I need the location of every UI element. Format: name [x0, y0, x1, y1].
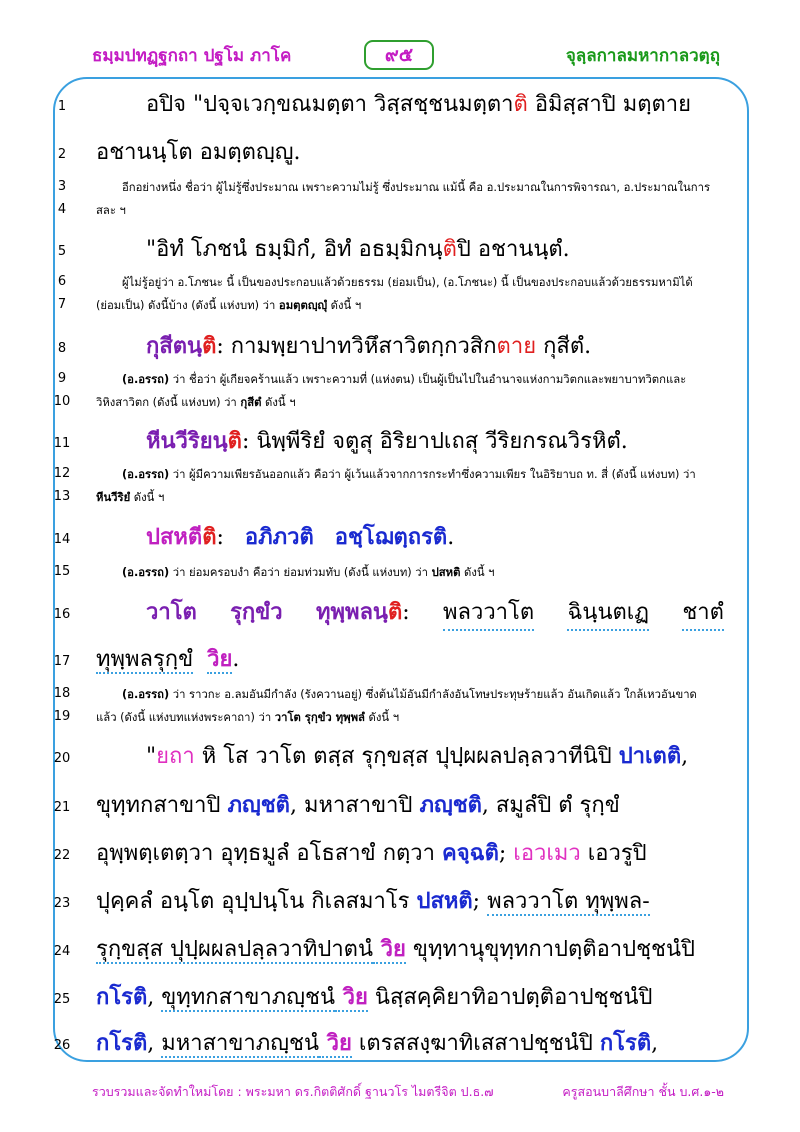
line-text: (อ.อรรถ) ว่า ราวกะ อ.ลมอันมีกำลัง (รังควานอยู่) ซึ่งต้นไม้อันมีกำลังอันโทษประทุษร้ายแล้ว อันเกิดแล้ว ใกล้เหวอันขาด	[122, 688, 697, 701]
line-number: 16	[53, 607, 71, 622]
line-number: 7	[57, 297, 67, 312]
line-text: "ยถา หิ โส วาโต ตสฺส รุกฺขสฺส ปุปฺผผลปลฺลวาทีนิปิ ปาเตติ,	[146, 743, 689, 769]
line-number: 25	[53, 992, 71, 1007]
line-text: อีกอย่างหนึ่ง ชื่อว่า ผู้ไม่รู้ซึ่งประมาณ เพราะความไม่รู้ ซึ่งประมาณ แม้นี้ คือ อ.ประมาณในการพิจารณา, อ.ประมาณในการ	[122, 181, 711, 194]
line-text: (ย่อมเป็น) ดังนี้บ้าง (ดังนี้ แห่งบท) ว่า อมตฺตญฺญุํ ดังนี้ ฯ	[96, 299, 362, 312]
line-text: อปิจ "ปจฺจเวกฺขณมตฺตา วิสฺสชฺชนมตฺตาติ อิมิสฺสาปิ มตฺตาย	[146, 92, 692, 117]
line-number: 5	[57, 244, 67, 259]
line-number: 15	[53, 564, 71, 579]
line-text: ทุพฺพลรุกฺขํ วิย.	[96, 646, 240, 672]
line-number: 4	[57, 202, 67, 217]
text-line	[0, 735, 800, 775]
text-line	[0, 516, 800, 556]
text-line	[0, 83, 800, 123]
header-story-title: จุลฺลกาลมหากาลวตฺถุ	[565, 46, 720, 66]
line-text: (อ.อรรถ) ว่า ย่อมครอบงำ คือว่า ย่อมท่วมทับ (ดังนี้ แห่งบท) ว่า ปสหติ ดังนี้ ฯ	[122, 566, 495, 579]
line-text: หีนวีริยนฺติ: นิพฺพีริยํ จตูสุ อิริยาปเถสุ วีริยกรณวิรหิตํ.	[146, 428, 628, 454]
line-text: (อ.อรรถ) ว่า ชื่อว่า ผู้เกียจคร้านแล้ว เพราะความที่ (แห่งตน) เป็นผู้เป็นไปในอำนาจแห่งกามวิตกและพยาบาทวิตกและ	[122, 373, 687, 386]
line-text: (อ.อรรถ) ว่า ผู้มีความเพียรอันออกแล้ว คือว่า ผู้เว้นแล้วจากการกระทำซึ่งความเพียร ในอิริยาบถ ท. สี่ (ดังนี้ แห่งบท) ว่า	[122, 468, 696, 481]
line-number: 14	[53, 532, 71, 547]
line-number: 13	[53, 489, 71, 504]
line-number: 20	[53, 751, 71, 766]
line-text: สละ ฯ	[96, 204, 126, 217]
text-line	[0, 638, 800, 678]
line-number: 22	[53, 848, 71, 863]
header-book-title: ธมฺมปทฏฺฐกถา ปฐโม ภาโค	[92, 46, 292, 66]
line-number: 12	[53, 466, 71, 481]
page-footer	[92, 1082, 724, 1102]
line-number: 24	[53, 944, 71, 959]
line-number: 10	[53, 394, 71, 409]
line-number: 11	[53, 436, 71, 451]
line-text: ผู้ไม่รู้อยู่ว่า อ.โภชนะ นี้ เป็นของประกอบแล้วด้วยธรรม (ย่อมเป็น), (อ.โภชนะ) นี้ เป็นของประกอบแล้วด้วยธรรมหามิได้	[122, 276, 693, 289]
line-text: อุพฺพตฺเตตฺวา อุทฺธมูลํ อโธสาขํ กตฺวา คจฺฉติ; เอวเมว เอวรูปิ	[96, 840, 647, 866]
line-number: 23	[53, 896, 71, 911]
text-line	[0, 591, 800, 631]
line-number: 17	[53, 654, 71, 669]
text-line	[0, 976, 800, 1016]
line-number: 19	[53, 709, 71, 724]
line-number: 3	[57, 179, 67, 194]
text-line	[0, 784, 800, 824]
page-number-badge: ๙๕	[364, 40, 434, 70]
text-line	[0, 832, 800, 872]
line-number: 18	[53, 686, 71, 701]
footer-course: ครูสอนบาลีศึกษา ชั้น บ.ศ.๑-๒	[562, 1084, 724, 1099]
line-number: 1	[57, 99, 67, 114]
line-text: กุสีตนฺติ: กามพฺยาปาทวิหึสาวิตกฺกวสิกตาย กุสีตํ.	[146, 333, 592, 359]
line-number: 21	[53, 800, 71, 815]
line-text: กโรติ, มหาสาขาภญฺชนํ วิย เตรสสงฺฆาทิเสสาปชฺชนํปิ กโรติ,	[96, 1030, 659, 1056]
line-text: หีนวีริยํ ดังนี้ ฯ	[96, 491, 165, 504]
text-line	[0, 131, 800, 171]
line-text: อชานนฺโต อมตฺตญฺญู.	[96, 140, 301, 165]
line-text: "อิทํ โภชนํ ธมฺมิกํ, อิทํ อธมฺมิกนฺติปิ อชานนฺตํ.	[146, 237, 570, 262]
line-number: 6	[57, 274, 67, 289]
line-text: รุกฺขสฺส ปุปฺผผลปลฺลวาทิปาตนํ วิย ขุทฺทานุขุทฺทกาปตฺติอาปชฺชนํปิ	[96, 936, 695, 962]
text-line	[0, 1022, 800, 1062]
line-number: 9	[57, 371, 67, 386]
line-number: 26	[53, 1038, 71, 1053]
text-line	[0, 880, 800, 920]
line-text: แล้ว (ดังนี้ แห่งบทแห่งพระคาถา) ว่า วาโต รุกฺขํว ทุพฺพลํ ดังนี้ ฯ	[96, 711, 400, 724]
line-text: วิหิงสาวิตก (ดังนี้ แห่งบท) ว่า กุสีตํ ดังนี้ ฯ	[96, 396, 296, 409]
line-number: 8	[57, 341, 67, 356]
line-text: วาโต รุกฺขํว ทุพฺพลนฺติ: พลววาโต ฉินฺนตเฏ ชาตํ	[146, 594, 724, 631]
line-text: ปุคฺคลํ อนฺโต อุปฺปนฺโน กิเลสมาโร ปสหติ; พลววาโต ทุพฺพล-	[96, 888, 650, 914]
text-line	[0, 325, 800, 365]
line-text: ขุทฺทกสาขาปิ ภญฺชติ, มหาสาขาปิ ภญฺชติ, สมูลํปิ ตํ รุกฺขํ	[96, 792, 620, 818]
text-line	[0, 420, 800, 460]
line-text: ปสหตีติ: อภิภวติ อชฺโฌตฺถรติ.	[146, 524, 455, 550]
footer-author: รวบรวมและจัดทำใหม่โดย : พระมหา ดร.กิตติศักดิ์ ฐานวโร ไมตรีจิต ป.ธ.๗	[92, 1084, 494, 1099]
text-line	[0, 928, 800, 968]
line-number: 2	[57, 147, 67, 162]
text-line	[0, 228, 800, 268]
line-text: กโรติ, ขุทฺทกสาขาภญฺชนํ วิย นิสฺสคฺคิยาทิอาปตฺติอาปชฺชนํปิ	[96, 984, 653, 1010]
